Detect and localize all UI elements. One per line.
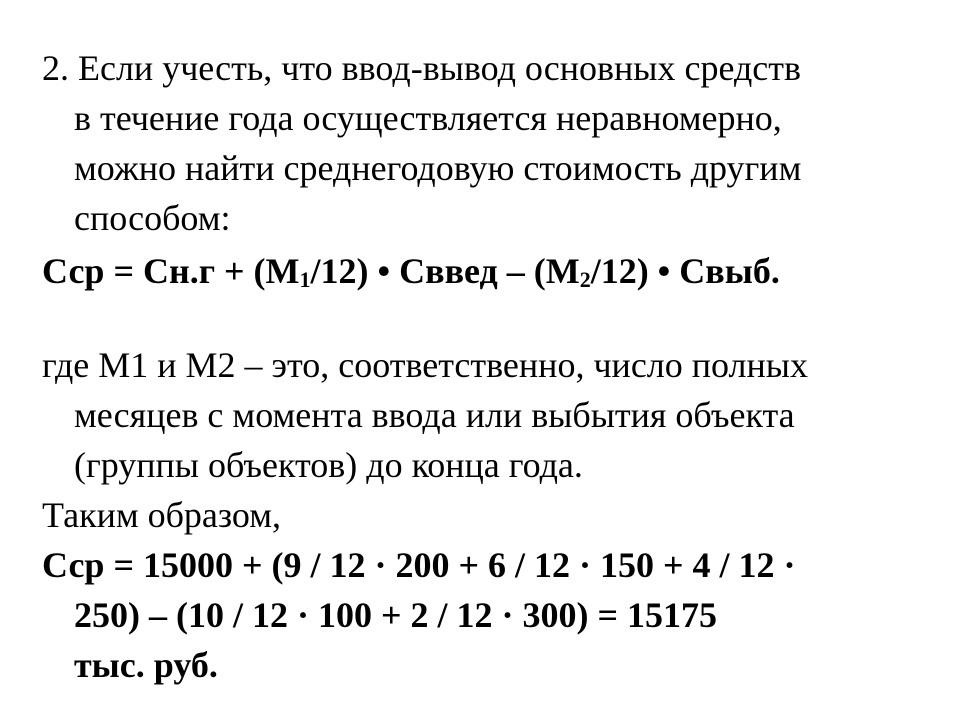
formula1-part-2: /12) • Сввед – (М <box>310 251 580 291</box>
formula1-subscript-2: 2 <box>579 267 591 292</box>
formula1 <box>42 251 780 292</box>
formula1-part-3: /12) • Свыб. <box>590 251 780 291</box>
paragraph3-line: Таким образом, <box>42 495 282 535</box>
formula2-line-3: тыс. руб. <box>74 645 218 685</box>
paragraph1-line-2: в течение года осуществляется неравномерно, <box>74 98 782 138</box>
formula1-part-1: Сср = Сн.г + (М <box>42 251 300 291</box>
paragraph1-line-3: можно найти среднегодовую стоимость другим <box>74 148 802 188</box>
formula2-line-2: 250) – (10 / 12 · 100 + 2 / 12 · 300) = 15175 <box>74 595 718 635</box>
paragraph2-line-3: (группы объектов) до конца года. <box>74 445 583 485</box>
formula1-subscript-1: 1 <box>299 267 311 292</box>
paragraph1-line-1: 2. Если учесть, что ввод-вывод основных средств <box>42 48 802 88</box>
paragraph2-line-2: месяцев с момента ввода или выбытия объекта <box>74 395 795 435</box>
paragraph2-line-1: где М1 и М2 – это, соответственно, число полных <box>42 345 808 385</box>
formula2-line-1: Сср = 15000 + (9 / 12 · 200 + 6 / 12 · 150 + 4 / 12 · <box>42 545 796 585</box>
paragraph1-line-4: способом: <box>74 198 231 238</box>
